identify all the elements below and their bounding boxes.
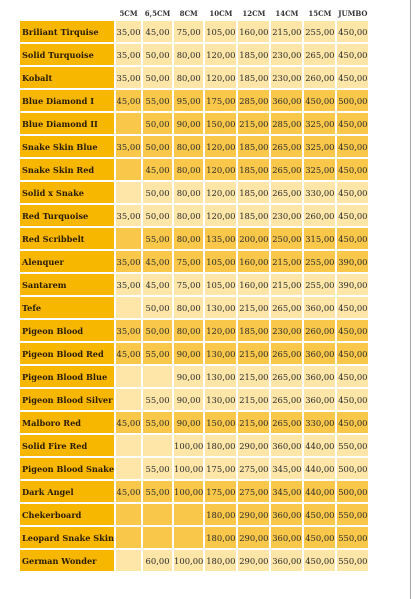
price-cell-c10: 175,00 xyxy=(205,90,236,111)
table-row xyxy=(20,297,368,318)
row-name: Briliant Tirquise xyxy=(20,21,114,42)
price-cell-c5 xyxy=(116,366,141,387)
row-name: Red Scribbelt xyxy=(20,228,114,249)
price-cell-c5: 35,00 xyxy=(116,205,141,226)
price-cell-c8: 100,00 xyxy=(174,550,203,571)
price-cell-c15: 260,00 xyxy=(304,320,335,341)
price-cell-jumbo: 550,00 xyxy=(337,435,368,456)
price-cell-c65: 45,00 xyxy=(143,274,172,295)
price-cell-c5: 35,00 xyxy=(116,320,141,341)
price-cell-c5 xyxy=(116,504,141,525)
price-cell-c12: 215,00 xyxy=(238,412,269,433)
row-name: German Wonder xyxy=(20,550,114,571)
price-cell-jumbo: 450,00 xyxy=(337,343,368,364)
price-table-container xyxy=(18,6,370,573)
price-cell-c15: 450,00 xyxy=(304,90,335,111)
row-name: Solid Fire Red xyxy=(20,435,114,456)
price-cell-c5 xyxy=(116,458,141,479)
price-cell-c8: 90,00 xyxy=(174,366,203,387)
price-cell-c10: 180,00 xyxy=(205,504,236,525)
price-cell-c65: 55,00 xyxy=(143,90,172,111)
price-cell-c5 xyxy=(116,182,141,203)
price-cell-c5: 35,00 xyxy=(116,21,141,42)
price-table xyxy=(18,6,370,573)
price-cell-c12: 290,00 xyxy=(238,504,269,525)
price-cell-c8: 80,00 xyxy=(174,320,203,341)
price-cell-c12: 215,00 xyxy=(238,366,269,387)
price-cell-c15: 360,00 xyxy=(304,366,335,387)
price-cell-c15: 330,00 xyxy=(304,182,335,203)
price-cell-c10: 130,00 xyxy=(205,366,236,387)
price-cell-c8: 80,00 xyxy=(174,228,203,249)
table-row xyxy=(20,481,368,502)
header-8cm: 8CM xyxy=(179,9,198,18)
price-cell-c10: 150,00 xyxy=(205,412,236,433)
price-cell-jumbo: 450,00 xyxy=(337,182,368,203)
price-cell-jumbo: 450,00 xyxy=(337,205,368,226)
price-cell-c5 xyxy=(116,435,141,456)
price-cell-c65: 60,00 xyxy=(143,550,172,571)
price-cell-c15: 450,00 xyxy=(304,550,335,571)
price-cell-c65: 50,00 xyxy=(143,136,172,157)
price-cell-c8: 90,00 xyxy=(174,113,203,134)
price-cell-c8: 80,00 xyxy=(174,297,203,318)
price-cell-c12: 185,00 xyxy=(238,205,269,226)
row-name: Pigeon Blood Blue xyxy=(20,366,114,387)
row-name: Red Turquoise xyxy=(20,205,114,226)
price-cell-c10: 105,00 xyxy=(205,251,236,272)
price-cell-c14: 265,00 xyxy=(271,343,302,364)
price-cell-c15: 360,00 xyxy=(304,343,335,364)
price-cell-c15: 265,00 xyxy=(304,44,335,65)
price-cell-c10: 105,00 xyxy=(205,21,236,42)
price-cell-c8: 95,00 xyxy=(174,90,203,111)
price-cell-jumbo: 450,00 xyxy=(337,412,368,433)
price-cell-c14: 230,00 xyxy=(271,67,302,88)
price-cell-jumbo: 450,00 xyxy=(337,297,368,318)
price-cell-jumbo: 450,00 xyxy=(337,113,368,134)
price-cell-c12: 290,00 xyxy=(238,435,269,456)
price-cell-c15: 325,00 xyxy=(304,159,335,180)
row-name: Blue Diamond II xyxy=(20,113,114,134)
price-cell-c14: 250,00 xyxy=(271,228,302,249)
price-cell-c12: 185,00 xyxy=(238,320,269,341)
price-cell-c15: 255,00 xyxy=(304,274,335,295)
price-cell-c15: 260,00 xyxy=(304,67,335,88)
price-cell-c65: 50,00 xyxy=(143,113,172,134)
price-cell-c65: 55,00 xyxy=(143,228,172,249)
price-cell-jumbo: 500,00 xyxy=(337,458,368,479)
price-cell-c14: 265,00 xyxy=(271,182,302,203)
price-cell-c15: 450,00 xyxy=(304,527,335,548)
table-row xyxy=(20,182,368,203)
price-cell-c5: 45,00 xyxy=(116,90,141,111)
table-row xyxy=(20,44,368,65)
row-name: Blue Diamond I xyxy=(20,90,114,111)
table-row xyxy=(20,113,368,134)
row-name: Snake Skin Red xyxy=(20,159,114,180)
price-cell-c15: 315,00 xyxy=(304,228,335,249)
price-cell-c15: 440,00 xyxy=(304,435,335,456)
price-cell-c65 xyxy=(143,527,172,548)
price-cell-c14: 360,00 xyxy=(271,550,302,571)
price-cell-c14: 265,00 xyxy=(271,366,302,387)
price-cell-jumbo: 450,00 xyxy=(337,366,368,387)
price-cell-c10: 130,00 xyxy=(205,389,236,410)
price-cell-c65: 55,00 xyxy=(143,389,172,410)
price-cell-c14: 230,00 xyxy=(271,320,302,341)
header-jumbo: JUMBO xyxy=(338,9,368,18)
row-name: Solid Turquoise xyxy=(20,44,114,65)
table-row xyxy=(20,504,368,525)
row-name: Malboro Red xyxy=(20,412,114,433)
price-cell-c15: 360,00 xyxy=(304,297,335,318)
price-cell-c65: 50,00 xyxy=(143,67,172,88)
page-edge-divider xyxy=(410,0,411,599)
price-cell-c14: 345,00 xyxy=(271,458,302,479)
price-cell-jumbo: 450,00 xyxy=(337,320,368,341)
header-name-col xyxy=(20,8,114,19)
table-row xyxy=(20,389,368,410)
header-6-5cm: 6,5CM xyxy=(144,9,171,18)
price-cell-c5: 45,00 xyxy=(116,481,141,502)
price-cell-c12: 185,00 xyxy=(238,182,269,203)
price-cell-c10: 120,00 xyxy=(205,67,236,88)
header-15cm: 15CM xyxy=(308,9,332,18)
row-name: Pigeon Blood xyxy=(20,320,114,341)
table-row xyxy=(20,435,368,456)
price-cell-jumbo: 550,00 xyxy=(337,527,368,548)
row-name: Santarem xyxy=(20,274,114,295)
row-name: Tefe xyxy=(20,297,114,318)
table-body xyxy=(20,21,368,571)
price-cell-c65: 55,00 xyxy=(143,458,172,479)
price-cell-c15: 440,00 xyxy=(304,481,335,502)
price-cell-jumbo: 450,00 xyxy=(337,159,368,180)
price-cell-c8: 80,00 xyxy=(174,205,203,226)
price-cell-c14: 360,00 xyxy=(271,527,302,548)
row-name: Dark Angel xyxy=(20,481,114,502)
price-cell-c14: 345,00 xyxy=(271,481,302,502)
price-cell-c15: 360,00 xyxy=(304,389,335,410)
header-12cm: 12CM xyxy=(242,9,266,18)
price-cell-c12: 215,00 xyxy=(238,389,269,410)
table-row xyxy=(20,527,368,548)
price-cell-c65: 50,00 xyxy=(143,320,172,341)
price-cell-c12: 160,00 xyxy=(238,274,269,295)
price-cell-c5: 35,00 xyxy=(116,136,141,157)
price-cell-c15: 255,00 xyxy=(304,251,335,272)
row-name: Pigeon Blood Red xyxy=(20,343,114,364)
price-cell-c12: 275,00 xyxy=(238,481,269,502)
price-cell-c10: 180,00 xyxy=(205,435,236,456)
price-cell-jumbo: 500,00 xyxy=(337,481,368,502)
price-cell-c14: 265,00 xyxy=(271,389,302,410)
price-cell-c5: 35,00 xyxy=(116,274,141,295)
price-cell-c14: 360,00 xyxy=(271,90,302,111)
row-name: Alenquer xyxy=(20,251,114,272)
table-row xyxy=(20,136,368,157)
price-cell-c12: 275,00 xyxy=(238,458,269,479)
price-cell-c10: 120,00 xyxy=(205,320,236,341)
price-cell-c10: 135,00 xyxy=(205,228,236,249)
price-cell-c5 xyxy=(116,228,141,249)
price-cell-c10: 130,00 xyxy=(205,343,236,364)
price-cell-c8: 100,00 xyxy=(174,481,203,502)
price-cell-c8: 80,00 xyxy=(174,182,203,203)
price-cell-c14: 265,00 xyxy=(271,412,302,433)
header-5cm: 5CM xyxy=(119,9,138,18)
table-row xyxy=(20,343,368,364)
price-cell-c10: 120,00 xyxy=(205,136,236,157)
price-cell-jumbo: 450,00 xyxy=(337,21,368,42)
table-row xyxy=(20,320,368,341)
price-cell-c14: 230,00 xyxy=(271,205,302,226)
price-cell-c65 xyxy=(143,504,172,525)
price-cell-c14: 265,00 xyxy=(271,297,302,318)
price-cell-c65 xyxy=(143,435,172,456)
row-name: Pigeon Blood Snake xyxy=(20,458,114,479)
price-cell-c15: 325,00 xyxy=(304,136,335,157)
price-cell-c5 xyxy=(116,527,141,548)
price-cell-c10: 180,00 xyxy=(205,550,236,571)
row-name: Solid x Snake xyxy=(20,182,114,203)
price-cell-c65 xyxy=(143,366,172,387)
price-cell-c14: 360,00 xyxy=(271,435,302,456)
table-row xyxy=(20,412,368,433)
price-cell-c15: 260,00 xyxy=(304,205,335,226)
price-cell-c15: 325,00 xyxy=(304,113,335,134)
table-row xyxy=(20,228,368,249)
price-cell-c8: 75,00 xyxy=(174,21,203,42)
price-cell-c12: 160,00 xyxy=(238,251,269,272)
table-row xyxy=(20,550,368,571)
table-row xyxy=(20,251,368,272)
price-cell-c15: 440,00 xyxy=(304,458,335,479)
price-cell-c65: 50,00 xyxy=(143,297,172,318)
price-cell-c12: 215,00 xyxy=(238,113,269,134)
price-cell-c8: 100,00 xyxy=(174,458,203,479)
price-cell-jumbo: 450,00 xyxy=(337,228,368,249)
price-cell-c65: 50,00 xyxy=(143,205,172,226)
row-name: Chekerboard xyxy=(20,504,114,525)
price-cell-c10: 150,00 xyxy=(205,113,236,134)
price-cell-c14: 215,00 xyxy=(271,274,302,295)
price-cell-c5 xyxy=(116,113,141,134)
price-cell-c14: 215,00 xyxy=(271,21,302,42)
price-cell-c12: 185,00 xyxy=(238,67,269,88)
price-cell-c5: 35,00 xyxy=(116,67,141,88)
price-cell-jumbo: 550,00 xyxy=(337,550,368,571)
price-cell-c12: 185,00 xyxy=(238,136,269,157)
price-cell-c15: 255,00 xyxy=(304,21,335,42)
table-header xyxy=(20,8,368,19)
table-row xyxy=(20,67,368,88)
price-cell-c15: 450,00 xyxy=(304,504,335,525)
price-cell-c5 xyxy=(116,550,141,571)
price-cell-c12: 185,00 xyxy=(238,159,269,180)
price-cell-jumbo: 500,00 xyxy=(337,90,368,111)
price-cell-c12: 185,00 xyxy=(238,44,269,65)
price-cell-c8: 80,00 xyxy=(174,136,203,157)
price-cell-c5 xyxy=(116,297,141,318)
price-cell-c14: 265,00 xyxy=(271,159,302,180)
price-cell-c65: 55,00 xyxy=(143,343,172,364)
price-cell-c10: 130,00 xyxy=(205,297,236,318)
header-10cm: 10CM xyxy=(209,9,233,18)
price-cell-c12: 160,00 xyxy=(238,21,269,42)
row-name: Pigeon Blood Silver xyxy=(20,389,114,410)
price-cell-c8: 100,00 xyxy=(174,435,203,456)
header-14cm: 14CM xyxy=(275,9,299,18)
price-cell-c10: 175,00 xyxy=(205,481,236,502)
price-cell-c5: 45,00 xyxy=(116,412,141,433)
price-cell-c14: 360,00 xyxy=(271,504,302,525)
table-row xyxy=(20,205,368,226)
price-cell-c12: 290,00 xyxy=(238,527,269,548)
table-row xyxy=(20,159,368,180)
price-cell-c5 xyxy=(116,389,141,410)
price-cell-c8: 75,00 xyxy=(174,251,203,272)
price-cell-c12: 215,00 xyxy=(238,297,269,318)
price-cell-c10: 120,00 xyxy=(205,182,236,203)
price-cell-c5 xyxy=(116,159,141,180)
price-cell-jumbo: 550,00 xyxy=(337,504,368,525)
price-cell-c14: 285,00 xyxy=(271,113,302,134)
row-name: Snake Skin Blue xyxy=(20,136,114,157)
price-cell-c12: 290,00 xyxy=(238,550,269,571)
price-cell-c8: 80,00 xyxy=(174,67,203,88)
price-cell-c10: 175,00 xyxy=(205,458,236,479)
table-row xyxy=(20,458,368,479)
price-cell-c8: 80,00 xyxy=(174,44,203,65)
price-cell-c8: 90,00 xyxy=(174,412,203,433)
row-name: Kobalt xyxy=(20,67,114,88)
price-cell-c8 xyxy=(174,504,203,525)
price-cell-c65: 45,00 xyxy=(143,251,172,272)
price-cell-c8: 80,00 xyxy=(174,159,203,180)
price-cell-c10: 105,00 xyxy=(205,274,236,295)
price-cell-c14: 230,00 xyxy=(271,44,302,65)
price-cell-c10: 120,00 xyxy=(205,205,236,226)
price-cell-c15: 330,00 xyxy=(304,412,335,433)
table-row xyxy=(20,366,368,387)
price-cell-c5: 45,00 xyxy=(116,343,141,364)
price-cell-c12: 285,00 xyxy=(238,90,269,111)
price-cell-jumbo: 390,00 xyxy=(337,274,368,295)
price-cell-c8: 90,00 xyxy=(174,389,203,410)
price-cell-c14: 265,00 xyxy=(271,136,302,157)
table-row xyxy=(20,90,368,111)
price-cell-jumbo: 450,00 xyxy=(337,136,368,157)
price-cell-c65: 45,00 xyxy=(143,159,172,180)
price-cell-jumbo: 450,00 xyxy=(337,389,368,410)
price-cell-jumbo: 450,00 xyxy=(337,67,368,88)
price-cell-c14: 215,00 xyxy=(271,251,302,272)
row-name: Leopard Snake Skin xyxy=(20,527,114,548)
price-cell-c5: 35,00 xyxy=(116,44,141,65)
price-cell-c65: 50,00 xyxy=(143,182,172,203)
price-cell-c8: 90,00 xyxy=(174,343,203,364)
price-cell-c65: 50,00 xyxy=(143,44,172,65)
price-cell-c65: 55,00 xyxy=(143,481,172,502)
price-cell-c10: 120,00 xyxy=(205,44,236,65)
price-cell-jumbo: 390,00 xyxy=(337,251,368,272)
price-cell-c8 xyxy=(174,527,203,548)
price-cell-c5: 35,00 xyxy=(116,251,141,272)
header-row xyxy=(20,8,368,19)
price-cell-c65: 45,00 xyxy=(143,21,172,42)
table-row xyxy=(20,21,368,42)
price-cell-c65: 55,00 xyxy=(143,412,172,433)
price-cell-c8: 75,00 xyxy=(174,274,203,295)
price-cell-c10: 180,00 xyxy=(205,527,236,548)
price-cell-c12: 200,00 xyxy=(238,228,269,249)
price-cell-c12: 215,00 xyxy=(238,343,269,364)
price-cell-jumbo: 450,00 xyxy=(337,44,368,65)
table-row xyxy=(20,274,368,295)
price-cell-c10: 120,00 xyxy=(205,159,236,180)
